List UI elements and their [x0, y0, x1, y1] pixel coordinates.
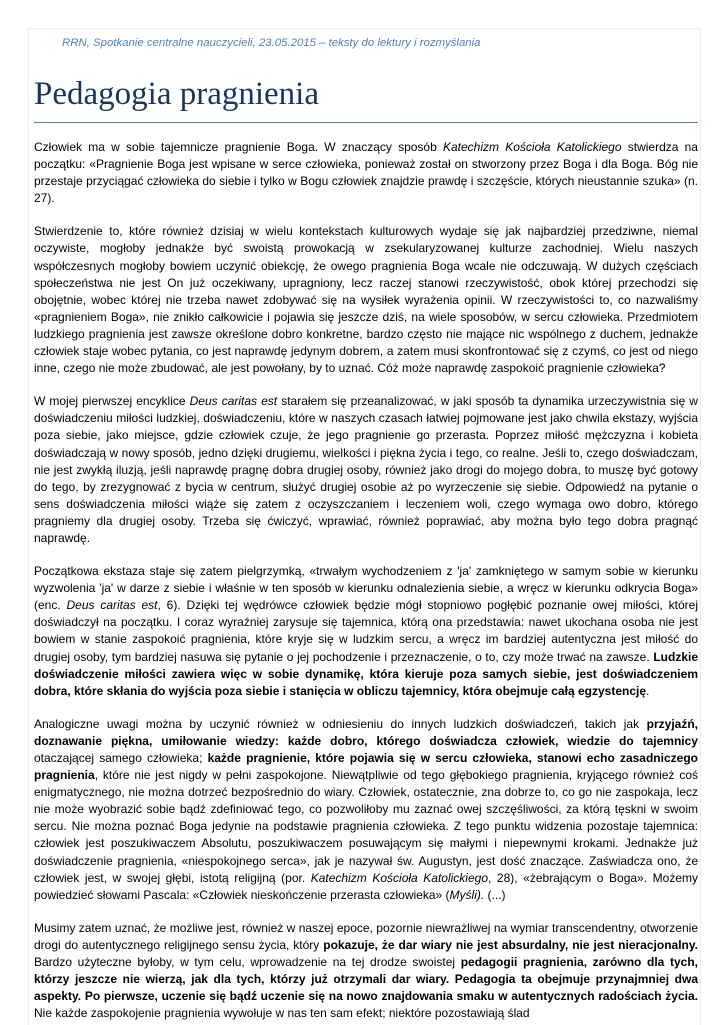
- bold-emphasis: przyjaźń, doznawanie piękna, umiłowanie wiedzy: [34, 716, 698, 748]
- italic-citation: Myśli).: [449, 887, 485, 902]
- text-span: (...): [484, 887, 506, 902]
- bold-emphasis: pedagogii pragnienia, zarówno dla tych, którzy jeszcze nie wierzą, jak dla tych, którzy już otrzymali dar wiary. Pedagogia ta obejmuje przynajmniej dwa aspekty. Po pierwsze, uczenie się bądź uczenie się na nowo znajdowania smaku w autentycznych radościach życia.: [34, 955, 698, 1004]
- bold-emphasis: każde pragnienie, które pojawia się w sercu człowieka, stanowi echo zasadniczego pragnienia: [34, 751, 698, 783]
- bold-emphasis: pokazuje, że dar wiary nie jest absurdalny, nie jest nieracjonalny.: [323, 937, 698, 952]
- text-span: .: [646, 683, 650, 698]
- paragraph-6: [34, 920, 698, 1023]
- text-span: Początkowa ekstaza staje się zatem pielgrzymką, «trwałym wychodzeniem z 'ja' zamkniętego w samym sobie w kierunku wyzwolenia 'ja' w darze z siebie i właśnie w ten sposób w kierunku odnalezienia siebie, a wręcz w kierunku odkrycia Boga» (enc.: [34, 564, 698, 613]
- page-title: Pedagogia pragnienia: [34, 76, 319, 112]
- text-span: otaczającej samego człowieka;: [34, 751, 208, 765]
- text-span: , które nie jest nigdy w pełni zaspokojone. Niewątpliwie od tego głębokiego pragnienia, kryjącego również coś enigmatycznego, nie można dotrzeć bezpośrednio do wiary. Człowiek, ostatecznie, zna dobrze to, co go nie zaspokaja, lecz nie może wyobrazić sobie bądź zdefiniować tego, co pozwoliłoby mu zaznać owej szczęśliwości, za którą tęskni w swoim sercu. Nie można poznać Boga jedynie na podstawie pragnienia człowieka. Z tego punktu widzenia pozostaje tajemnica: człowiek jest poszukiwaczem Absolutu, poszukiwaczem posuwającym się małymi i niepewnymi krokami. Jednakże już doświadczenie pragnienia, «niespokojnego serca», jak je nazywał św. Augustyn, jest dość znaczące. Zaświadcza ono, że człowiek jest, w swojej głębi, istotą religijną (por.: [34, 768, 698, 885]
- document-header: RRN, Spotkanie centralne nauczycieli, 23.05.2015 – teksty do lektury i rozmyślania: [62, 37, 481, 49]
- paragraph-2: Stwierdzenie to, które również dzisiaj w wielu kontekstach kulturowych wydaje się jak najbardziej przedziwne, niemal oczywiste, mogłoby jednakże być swoistą prowokacją w zsekularyzowanej kulturze zachodniej. Wielu naszych współczesnych mogłoby bowiem uczynić obiekcję, że owego pragnienia Boga wcale nie odczuwają. W dużych częściach społeczeństwa nie jest On już oczekiwany, upragniony, lecz raczej stanowi rzeczywistość, obok której przechodzi się obojętnie, wobec której nie trzeba nawet zdobywać się na wysiłek wyrażenia opinii. W rzeczywistości to, co nazwaliśmy «pragnieniem Boga», nie znikło całkowicie i pojawia się jeszcze dziś, na wiele sposobów, w sercu człowieka. Przedmiotem ludzkiego pragnienia jest zawsze określone dobro konkretne, bardzo często nie mające nic wspólnego z duchem, jednakże człowiek staje wobec pytania, co jest naprawdę jedynym dobrem, a zatem musi skonfrontować się z czymś, co jest od niego inne, czego nie może zbudować, ale jest powołany, by to uznać. Cóż może naprawdę zaspokoić pragnienie człowieka?: [34, 224, 698, 376]
- text-span: Analogiczne uwagi można by uczynić również w odniesieniu do innych ludzkich doświadczeń, takich jak: [34, 716, 647, 731]
- text-span: starałem się przeanalizować, w jaki sposób ta dynamika urzeczywistnia się w doświadczeniu miłości ludzkiej, doświadczeniu, które w naszych czasach łatwiej pojmowane jest jako chwila ekstazy, wyjścia poza siebie, jako miejsce, gdzie człowiek czuje, że jego pragnienie go przerasta. Poprzez miłość mężczyzna i kobieta doświadczają w nowy sposób, jedno dzięki drugiemu, wielkości i piękna życia i tego, co realne. Jeśli to, czego doświadczam, nie jest zwykłą iluzją, jeśli naprawdę pragnę dobra drugiej osoby, również jako drogi do mojego dobra, to muszę być gotowy do tego, by zrezygnować z bycia w centrum, służyć drugiej osobie aż po wyrzeczenie się siebie. Odpowiedź na pytanie o sens doświadczenia miłości wiąże się zatem z oczyszczaniem i leczeniem woli, czego wymaga owo dobro, którego pragniemy dla drugiej osoby. Trzeba się ćwiczyć, wprawiać, również poprawiać, aby można było tego dobra pragnąć naprawdę.: [34, 394, 698, 545]
- paragraph-4: [34, 563, 698, 700]
- bold-emphasis: :: [274, 733, 288, 748]
- text-span: , 28), «żebrającym o Boga». Możemy powiedzieć słowami Pascala: «Człowiek nieskończenie przerasta człowieka» (: [34, 870, 698, 902]
- bold-emphasis: Ludzkie doświadczenie miłości zawiera więc w sobie dynamikę, która kieruje poza samych siebie, jest doświadczeniem dobra, które skłania do wyjścia poza siebie i stanięcia w obliczu tajemnicy, która obejmuje całą egzystencję: [34, 649, 698, 698]
- text-span: Nie każde zaspokojenie pragnienia wywołuje w nas ten sam efekt; niektóre pozostawiają ślad: [34, 1006, 530, 1021]
- paragraph-1: [34, 139, 698, 207]
- italic-citation: Deus caritas est: [189, 394, 278, 409]
- text-span: Musimy zatem uznać, że możliwe jest, również w naszej epoce, pozornie niewrażliwej na wymiar transcendentny, otworzenie drogi do autentycznego religijnego sensu życia, który: [34, 920, 698, 952]
- bold-emphasis: każde dobro, którego doświadcza człowiek, wiedzie do tajemnicy: [287, 733, 698, 748]
- italic-citation: Katechizm Kościoła Katolickiego: [443, 140, 622, 154]
- italic-citation: Deus caritas est: [66, 598, 158, 613]
- text-span: W mojej pierwszej encyklice: [34, 394, 190, 409]
- document-body: [34, 139, 698, 1022]
- paragraph-3: [34, 393, 698, 547]
- title-divider: [34, 122, 698, 123]
- text-span: , 6). Dzięki tej wędrówce człowiek będzie mógł stopniowo pogłębić poznanie owej miłości, której doświadczył na początku. I coraz wyraźniej zarysuje się tajemnica, którą ona przedstawia: nawet ukochana osoba nie jest bowiem w stanie zaspokoić pragnienia, które kryje się w ludzkim sercu, a wręcz im bardziej autentyczna jest miłość do drugiej osoby, tym bardziej nasuwa się pytanie o jej pochodzenie i przeznaczenie, o to, czy może trwać na zawsze.: [34, 598, 698, 664]
- text-span: Człowiek ma w sobie tajemnicze pragnienie Boga. W znaczący sposób: [34, 140, 443, 154]
- text-span: Bardzo użyteczne byłoby, w tym celu, wprowadzenie na tej drodze swoistej: [34, 955, 461, 970]
- text-span: stwierdza na początku: «Pragnienie Boga jest wpisane w serce człowieka, ponieważ został on stworzony przez Boga i dla Boga. Bóg nie przestaje przyciągać człowieka do siebie i tylko w Bogu człowiek znajdzie prawdę i szczęście, których nieustannie szuka» (n. 27).: [34, 140, 698, 206]
- paragraph-5: [34, 716, 698, 904]
- italic-citation: Katechizm Kościoła Katolickiego: [310, 870, 488, 885]
